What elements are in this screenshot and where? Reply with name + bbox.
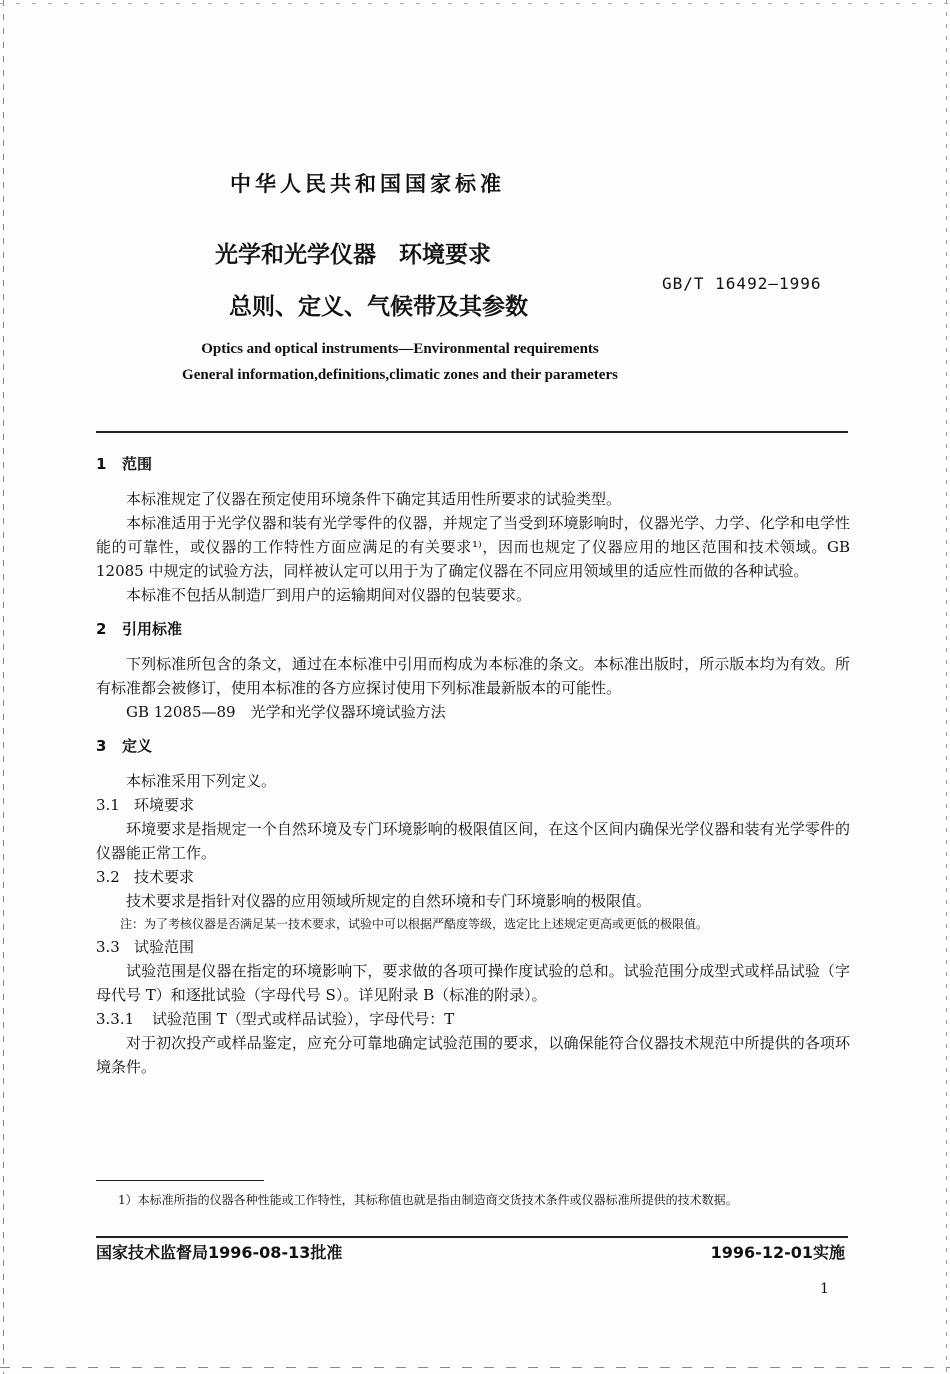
footnote-text: 1）本标准所指的仪器各种性能或工作特性，其标称值也就是指由制造商交货技术条件或仪器标准所提供的技术数据。 — [118, 1193, 738, 1207]
definition-number: 3.1 — [96, 796, 120, 814]
definition-heading-3-2 — [96, 865, 850, 889]
standard-code: GB/T 16492—1996 — [662, 274, 822, 293]
paragraph: 技术要求是指针对仪器的应用领域所规定的自然环境和专门环境影响的极限值。 — [126, 892, 652, 910]
reference-entry: GB 12085—89 光学和光学仪器环境试验方法 — [126, 703, 446, 721]
definition-number: 3.2 — [96, 868, 120, 886]
definition-heading-3-3 — [96, 935, 850, 959]
paragraph: 本标准不包括从制造厂到用户的运输期间对仪器的包装要求。 — [126, 586, 532, 604]
scan-edge-right — [946, 0, 947, 1374]
paragraph: 下列标准所包含的条文，通过在本标准中引用而构成为本标准的条文。本标准出版时，所示版本均为有效。所有标准都会被修订，使用本标准的各方应探讨使用下列标准最新版本的可能性。 — [96, 655, 850, 697]
title-en-line-2: General information,definitions,climatic zones and their parameters — [182, 367, 618, 383]
page-number: 1 — [820, 1281, 829, 1297]
scan-edge-bottom — [0, 1367, 950, 1368]
national-standard-heading: 中华人民共和国国家标准 — [230, 172, 505, 196]
footnote — [118, 1190, 852, 1211]
effective-date: 1996-12-01实施 — [710, 1243, 845, 1262]
paragraph: 本标准采用下列定义。 — [126, 772, 277, 790]
definition-title: 环境要求 — [134, 796, 195, 814]
scan-edge-top — [0, 3, 950, 4]
title-en-line-1: Optics and optical instruments—Environmental requirements — [201, 341, 599, 357]
scan-edge-left — [3, 0, 4, 1374]
definition-heading-3-3-1 — [96, 1007, 850, 1031]
section-title: 定义 — [122, 737, 153, 755]
definition-title: 技术要求 — [134, 868, 195, 886]
title-cn-line-1: 光学和光学仪器 环境要求 — [215, 242, 491, 268]
definition-title: 试验范围 — [134, 938, 195, 956]
section-number: 3 — [96, 737, 107, 755]
paragraph: 本标准规定了仪器在预定使用环境条件下确定其适用性所要求的试验类型。 — [126, 490, 622, 508]
section-title: 引用标准 — [122, 620, 183, 638]
definition-title: 试验范围 T（型式或样品试验），字母代号：T — [152, 1010, 455, 1028]
footnote-rule — [96, 1180, 264, 1181]
definition-heading-3-1 — [96, 793, 850, 817]
definition-number: 3.3.1 — [96, 1010, 135, 1028]
approval-statement: 国家技术监督局1996-08-13批准 — [96, 1243, 343, 1262]
title-cn-line-2: 总则、定义、气候带及其参数 — [229, 294, 528, 320]
section-heading-scope — [96, 452, 850, 476]
section-title: 范围 — [122, 455, 153, 473]
paragraph: 本标准适用于光学仪器和装有光学零件的仪器，并规定了当受到环境影响时，仪器光学、力学、化学和电学性能的可靠性，或仪器的工作特性方面应满足的有关要求¹⁾，因而也规定了仪器应用的地区范围和技术领域。GB 12085 中规定的试验方法，同样被认定可以用于为了确定仪器在不同应用领域里的适应性而做的各种试验。 — [96, 514, 850, 580]
document-body — [96, 452, 850, 1079]
paragraph: 试验范围是仪器在指定的环境影响下，要求做的各项可操作度试验的总和。试验范围分成型式或样品试验（字母代号 T）和逐批试验（字母代号 S）。详见附录 B（标准的附录）。 — [96, 962, 850, 1004]
paragraph: 对于初次投产或样品鉴定，应充分可靠地确定试验范围的要求，以确保能符合仪器技术规范中所提供的各项环境条件。 — [96, 1034, 850, 1076]
note: 注：为了考核仪器是否满足某一技术要求，试验中可以根据严酷度等级，选定比上述规定更高或更低的极限值。 — [120, 917, 709, 931]
section-heading-definitions — [96, 734, 850, 758]
definition-number: 3.3 — [96, 938, 120, 956]
section-number: 1 — [96, 455, 107, 473]
section-heading-references — [96, 617, 850, 641]
header-rule — [96, 431, 848, 433]
paragraph: 环境要求是指规定一个自然环境及专门环境影响的极限值区间，在这个区间内确保光学仪器和装有光学零件的仪器能正常工作。 — [96, 820, 850, 862]
section-number: 2 — [96, 620, 107, 638]
footer-rule — [96, 1236, 848, 1238]
